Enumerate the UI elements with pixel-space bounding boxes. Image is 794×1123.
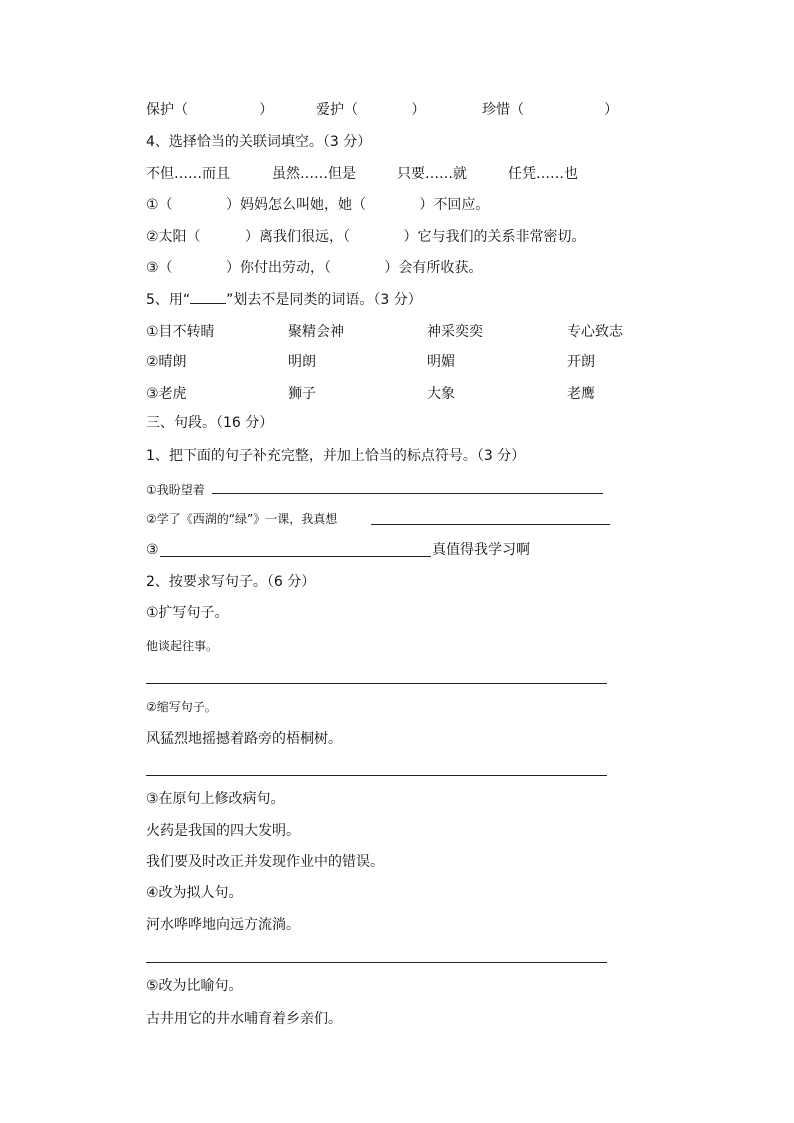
answer-line-q1-1[interactable] (212, 493, 603, 494)
q4-option-4: 任凭……也 (508, 166, 578, 182)
answer-line-q2-a[interactable] (146, 683, 607, 684)
q5-title-post: ”划去不是同类的词语。（3 分） (226, 292, 422, 308)
s3-q2-b-text: 风猛烈地摇撼着路旁的梧桐树。 (146, 731, 342, 747)
q5-row1-word1: ①目不转睛 (146, 324, 215, 340)
q5-row3-word4: 老鹰 (567, 386, 595, 402)
q5-row1-word4: 专心致志 (567, 324, 623, 340)
answer-line-q2-b[interactable] (146, 775, 607, 776)
q4-option-3: 只要……就 (397, 166, 467, 182)
s3-q1-line1: ①我盼望着 (146, 483, 205, 497)
q5-title-pre: 5、用“ (146, 292, 191, 308)
q3-word-zhenxi: 珍惜（ ） (482, 102, 619, 118)
answer-line-q1-3[interactable] (160, 556, 431, 557)
s3-q2-d-title: ④改为拟人句。 (146, 885, 243, 901)
q5-row2-word1: ②晴朗 (146, 354, 187, 370)
s3-q1-line2: ②学了《西湖的“绿”》一课，我真想 (146, 512, 338, 526)
answer-line-q1-2[interactable] (371, 524, 610, 525)
s3-q2-title: 2、按要求写句子。（6 分） (146, 574, 316, 590)
answer-line-q2-d[interactable] (146, 962, 607, 963)
s3-q1-line3-prefix: ③ (146, 542, 159, 558)
q3-word-aihu: 爱护（ ） (316, 102, 426, 118)
q5-row3-word3: 大象 (427, 386, 455, 402)
s3-q2-c-text2: 我们要及时改正并发现作业中的错误。 (146, 854, 384, 870)
s3-q2-e-text: 古井用它的井水哺育着乡亲们。 (146, 1011, 342, 1027)
s3-q2-c-title: ③在原句上修改病句。 (146, 791, 285, 807)
q5-row3-word1: ③老虎 (146, 386, 187, 402)
s3-q2-a-title: ①扩写句子。 (146, 605, 229, 621)
q3-word-baohu: 保护（ ） (146, 102, 274, 118)
q4-item-1: ①（ ）妈妈怎么叫她，她（ ）不回应。 (146, 197, 490, 213)
q4-item-2: ②太阳（ ）离我们很远，（ ）它与我们的关系非常密切。 (146, 229, 586, 245)
s3-q1-line3-suffix: 真值得我学习啊 (432, 542, 530, 558)
q5-row2-word2: 明朗 (288, 354, 316, 370)
s3-q2-a-text: 他谈起往事。 (146, 639, 219, 653)
q4-option-2: 虽然……但是 (272, 166, 356, 182)
q5-row2-word4: 开朗 (567, 354, 595, 370)
q5-row3-word2: 狮子 (288, 386, 316, 402)
q4-item-3: ③（ ）你付出劳动，（ ）会有所收获。 (146, 260, 483, 276)
s3-q2-c-text1: 火药是我国的四大发明。 (146, 823, 300, 839)
q4-title: 4、选择恰当的关联词填空。（3 分） (146, 134, 372, 150)
s3-q1-title: 1、把下面的句子补充完整，并加上恰当的标点符号。（3 分） (146, 448, 526, 464)
s3-q2-e-title: ⑤改为比喻句。 (146, 978, 243, 994)
q4-option-1: 不但……而且 (146, 166, 230, 182)
q5-row1-word2: 聚精会神 (288, 324, 344, 340)
section3-title: 三、句段。（16 分） (146, 415, 274, 431)
s3-q2-d-text: 河水哗哗地向远方流淌。 (146, 917, 300, 933)
q5-title (146, 291, 422, 309)
q5-underline-sample (190, 291, 226, 304)
q5-row2-word3: 明媚 (427, 354, 455, 370)
q5-row1-word3: 神采奕奕 (427, 324, 483, 340)
s3-q2-b-title: ②缩写句子。 (146, 700, 217, 714)
